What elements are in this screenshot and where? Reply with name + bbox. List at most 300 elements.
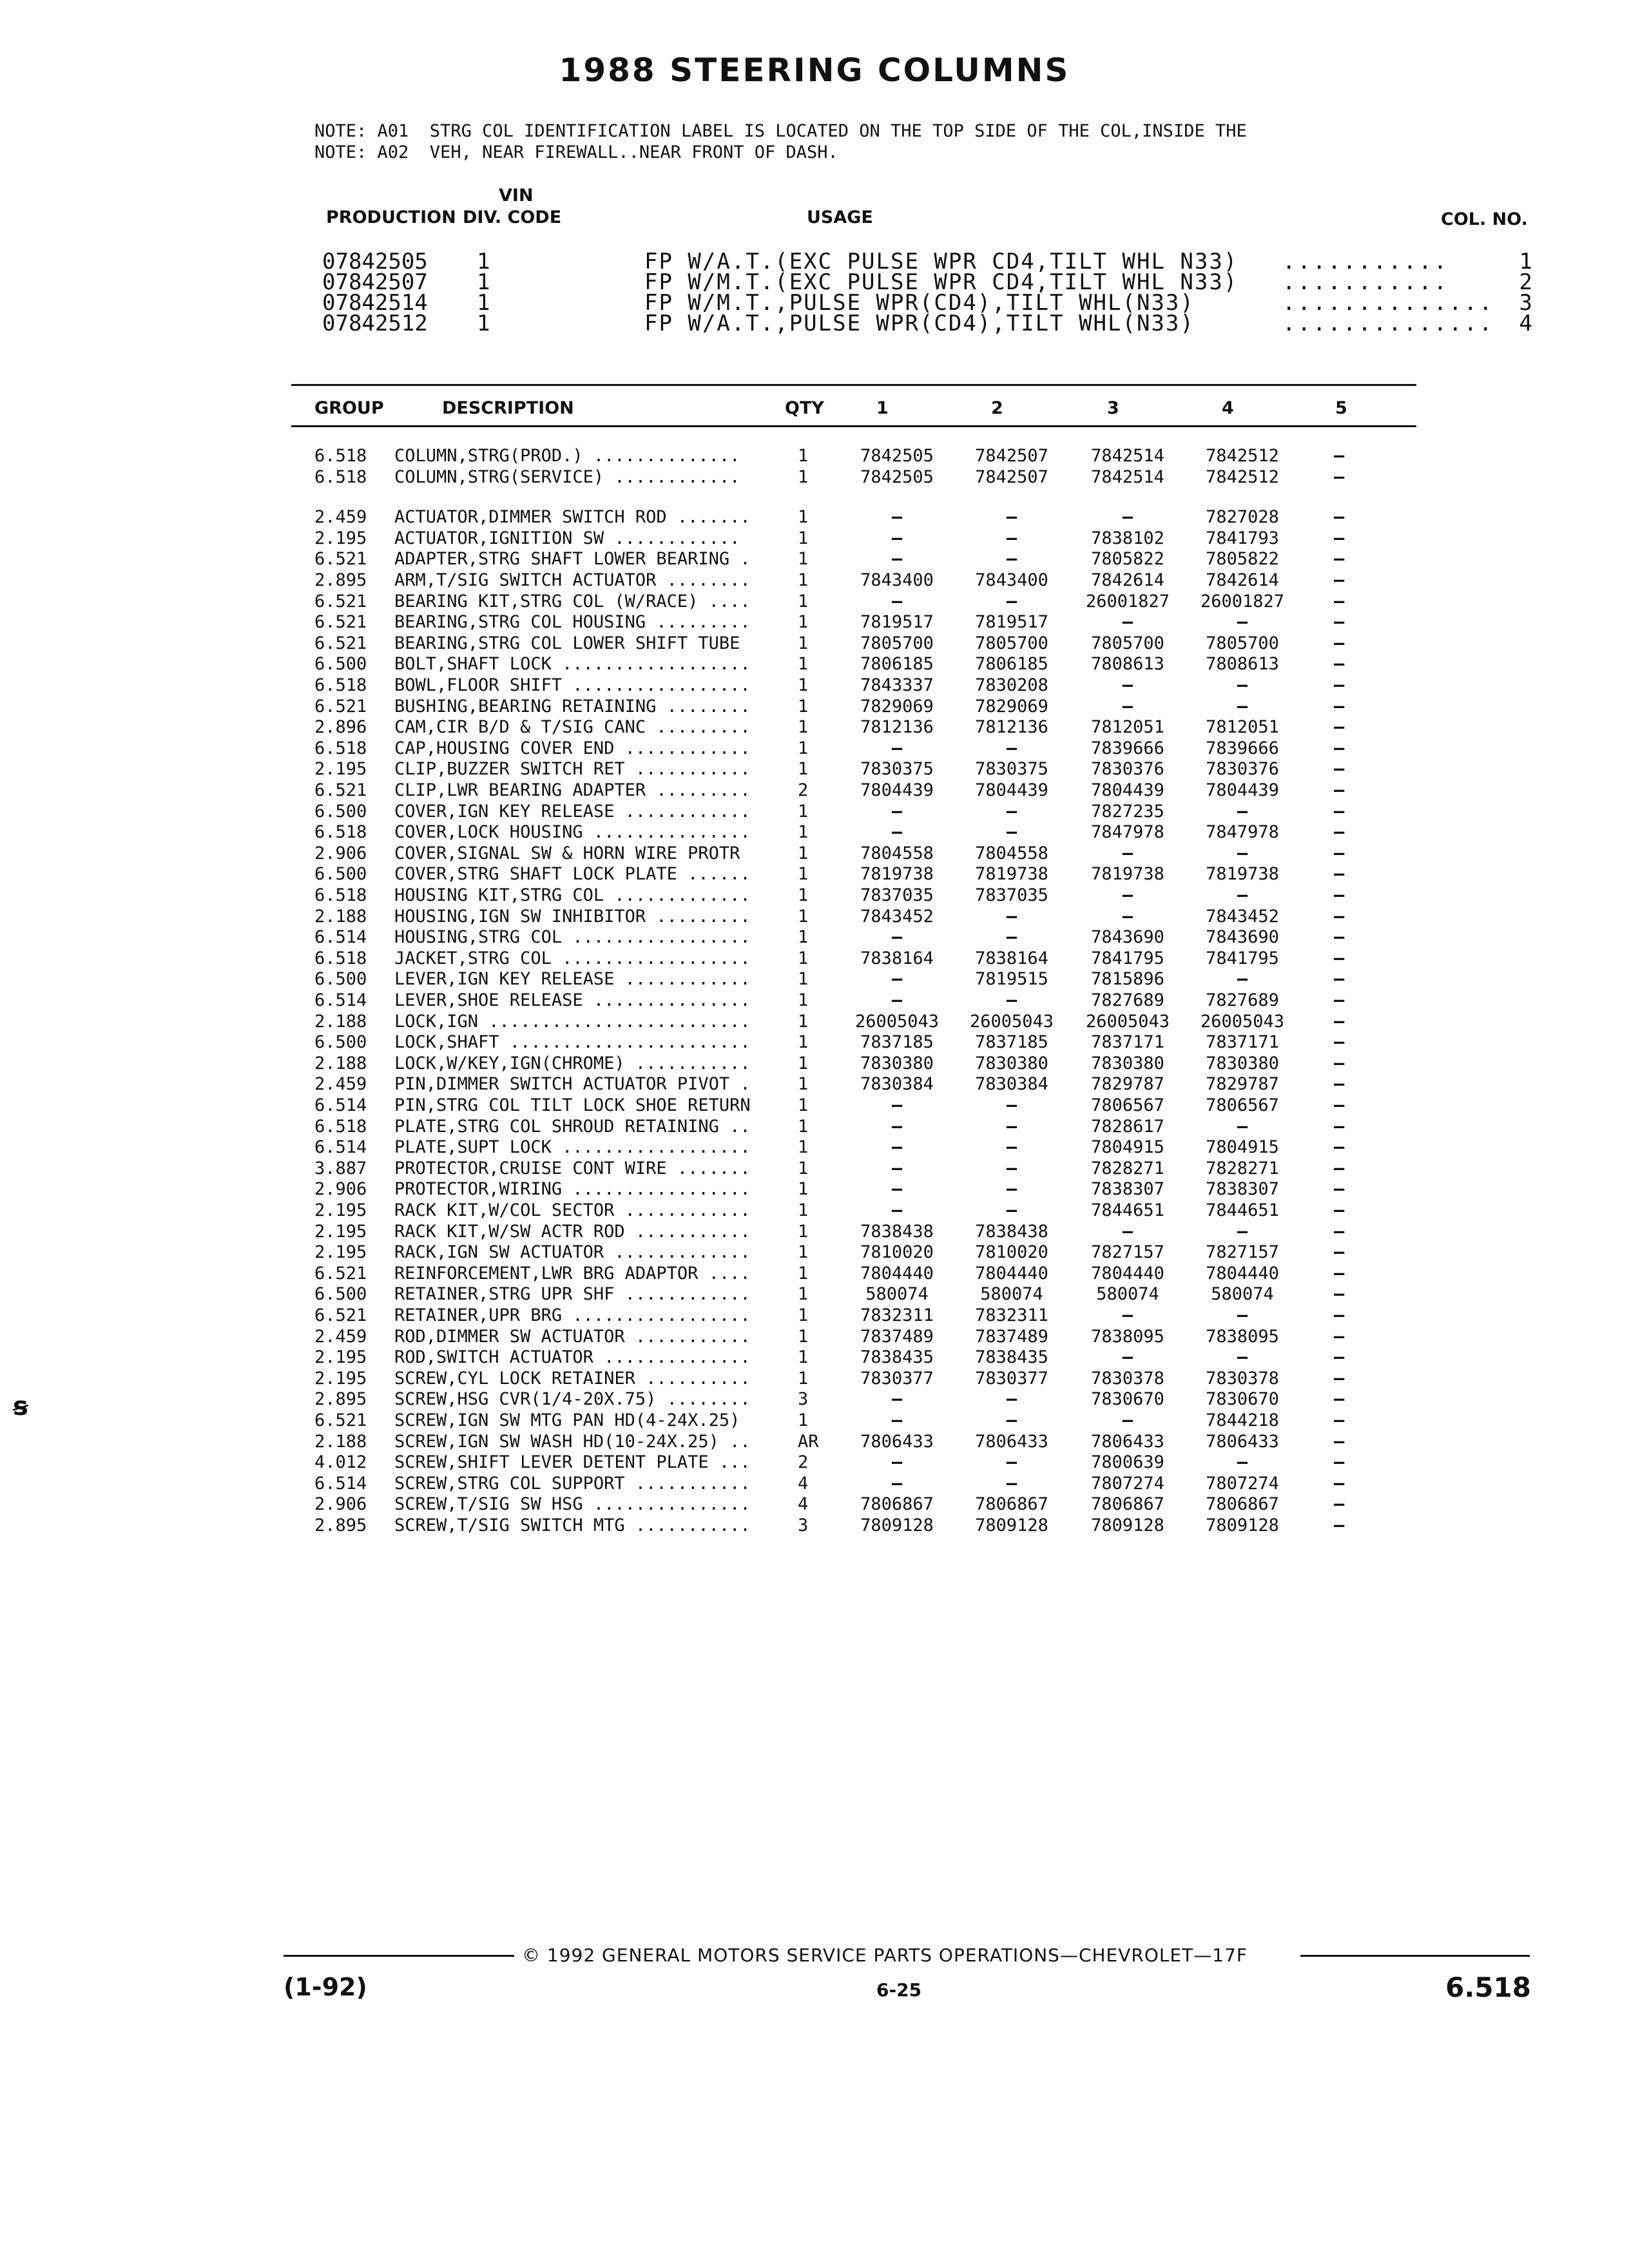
part-description: RETAINER,STRG UPR SHF ............ — [394, 1284, 751, 1305]
description-header: DESCRIPTION — [442, 398, 574, 418]
division-code: 1 — [477, 249, 490, 274]
group-code: 6.518 — [314, 822, 367, 843]
part-description: PROTECTOR,CRUISE CONT WIRE ....... — [394, 1158, 751, 1178]
group-code: 6.521 — [314, 612, 367, 633]
col4-part-number: — — [1237, 696, 1248, 716]
col1-part-number: — — [891, 591, 903, 611]
col4-part-number: — — [1237, 1452, 1248, 1473]
col2-part-number: — — [1006, 1137, 1017, 1158]
col3-part-number: — — [1122, 885, 1133, 905]
part-description: CLIP,LWR BEARING ADAPTER ......... — [394, 780, 751, 800]
group-code: 6.518 — [314, 738, 367, 758]
group-code: 2.195 — [314, 759, 367, 780]
col3-part-number: 7847978 — [1091, 822, 1164, 843]
col2-part-number: 7842507 — [975, 446, 1048, 466]
col3-part-number: 7815896 — [1091, 969, 1164, 990]
col1-part-number: 7804440 — [860, 1263, 934, 1283]
column-number: 3 — [1519, 290, 1532, 316]
col2-part-number: 7842507 — [975, 466, 1048, 487]
col1-part-number: 7829069 — [860, 696, 934, 716]
part-description: RACK,IGN SW ACTUATOR ............. — [394, 1242, 751, 1263]
col1-part-number: 7812136 — [860, 717, 934, 738]
table-row — [0, 948, 1629, 970]
col1-part-number: 7809128 — [860, 1515, 934, 1535]
part-description: PLATE,SUPT LOCK .................. — [394, 1137, 751, 1158]
quantity: 1 — [798, 906, 809, 927]
col1-part-number: 7837035 — [860, 885, 934, 905]
col5-part-number: — — [1334, 1032, 1345, 1053]
quantity: 1 — [798, 466, 809, 487]
leader-dots: ........... — [1282, 249, 1449, 274]
part-description: SCREW,IGN SW MTG PAN HD(4-24X.25) — [394, 1410, 740, 1430]
col5-part-number: — — [1334, 948, 1345, 968]
col3-part-number: 7842514 — [1091, 466, 1164, 487]
part-description: COLUMN,STRG(SERVICE) ............ — [394, 466, 740, 487]
part-description: SCREW,T/SIG SWITCH MTG ........... — [394, 1515, 751, 1535]
col1-part-number: — — [891, 1473, 903, 1494]
group-code: 2.188 — [314, 906, 367, 927]
col2-part-number: — — [1006, 906, 1017, 927]
part-description: SCREW,CYL LOCK RETAINER .......... — [394, 1368, 751, 1389]
table-row — [0, 612, 1629, 633]
part-description: PLATE,STRG COL SHROUD RETAINING .. — [394, 1116, 751, 1137]
part-description: SCREW,T/SIG SW HSG ............... — [394, 1494, 751, 1515]
col3-part-number: 7807274 — [1091, 1473, 1164, 1494]
col2-part-number: 26005043 — [969, 1011, 1054, 1032]
group-code: 2.188 — [314, 1053, 367, 1073]
col1-part-number: 7830377 — [860, 1368, 934, 1389]
production-number: 07842507 — [322, 269, 428, 295]
col5-part-number: — — [1334, 1431, 1345, 1452]
col5-part-number: — — [1334, 801, 1345, 822]
col4-part-number: — — [1237, 843, 1248, 863]
col4-part-number: 7830670 — [1206, 1389, 1279, 1410]
col5-part-number: — — [1334, 1284, 1345, 1305]
col4-part-number: 26005043 — [1200, 1011, 1285, 1032]
table-row — [0, 1179, 1629, 1200]
column-number: 1 — [1519, 249, 1532, 274]
col2-part-number: — — [1006, 1473, 1017, 1494]
col3-part-number: 7841795 — [1091, 948, 1164, 968]
col5-part-number: — — [1334, 591, 1345, 611]
group-code: 2.895 — [314, 1515, 367, 1535]
col1-part-number: 7805700 — [860, 633, 934, 653]
col2-part-number: 7806185 — [975, 654, 1048, 675]
quantity: 1 — [798, 675, 809, 695]
group-code: 2.195 — [314, 1242, 367, 1263]
table-row — [0, 1200, 1629, 1222]
col1-part-number: — — [891, 1410, 903, 1430]
div-code-header: DIV. CODE — [463, 207, 562, 227]
col3-part-number: 7830376 — [1091, 759, 1164, 780]
col1-part-number: 7843452 — [860, 906, 934, 927]
column-number: 4 — [1519, 311, 1532, 336]
col1-part-number: 7806433 — [860, 1431, 934, 1452]
col3-part-number: 26001827 — [1085, 591, 1170, 611]
col3-part-number: 7808613 — [1091, 654, 1164, 675]
group-code: 2.188 — [314, 1431, 367, 1452]
part-description: BEARING,STRG COL LOWER SHIFT TUBE — [394, 633, 740, 653]
quantity: 1 — [798, 801, 809, 822]
part-description: LEVER,IGN KEY RELEASE ............ — [394, 969, 751, 990]
col5-part-number: — — [1334, 1074, 1345, 1095]
group-code: 2.188 — [314, 1011, 367, 1032]
col3-part-number: 7827689 — [1091, 990, 1164, 1010]
group-code: 6.514 — [314, 990, 367, 1010]
col5-part-number: — — [1334, 1221, 1345, 1242]
division-code: 1 — [477, 290, 490, 316]
part-description: JACKET,STRG COL .................. — [394, 948, 751, 968]
col3-part-number: 7804915 — [1091, 1137, 1164, 1158]
col4-part-number: 7827689 — [1206, 990, 1279, 1010]
table-row — [0, 1452, 1629, 1474]
group-code: 6.500 — [314, 864, 367, 885]
col5-part-number: — — [1334, 446, 1345, 466]
col2-part-number: 7804439 — [975, 780, 1048, 800]
quantity: 1 — [798, 1137, 809, 1158]
group-code: 2.195 — [314, 1200, 367, 1220]
quantity: 1 — [798, 1200, 809, 1220]
table-row — [0, 843, 1629, 865]
col4-part-number: 7842512 — [1206, 466, 1279, 487]
group-code: 2.895 — [314, 570, 367, 590]
table-row — [0, 1012, 1629, 1033]
group-code: 6.521 — [314, 591, 367, 611]
col2-part-number: 7810020 — [975, 1242, 1048, 1263]
col2-part-number: 7837035 — [975, 885, 1048, 905]
quantity: 1 — [798, 1326, 809, 1347]
quantity: 1 — [798, 1179, 809, 1200]
production-row — [0, 311, 1629, 336]
col3-part-number: 7827157 — [1091, 1242, 1164, 1263]
col2-part-number: 7837185 — [975, 1032, 1048, 1053]
col2-part-number: — — [1006, 1158, 1017, 1178]
col3-part-number: — — [1122, 1347, 1133, 1368]
footer-section-number: 6.518 — [1445, 1972, 1531, 2003]
col3-part-number: — — [1122, 675, 1133, 695]
col1-part-number: 7830380 — [860, 1053, 934, 1073]
col2-part-number: — — [1006, 1095, 1017, 1115]
group-code: 6.518 — [314, 446, 367, 466]
col2-part-number: — — [1006, 1200, 1017, 1220]
quantity: 1 — [798, 696, 809, 716]
quantity: 1 — [798, 738, 809, 758]
col2-part-number: 7806867 — [975, 1494, 1048, 1515]
col3-part-number: 7828271 — [1091, 1158, 1164, 1178]
table-row — [0, 467, 1629, 488]
col5-part-number: — — [1334, 885, 1345, 905]
quantity: 1 — [798, 1242, 809, 1263]
col4-part-number: — — [1237, 612, 1248, 633]
production-row — [0, 249, 1629, 274]
division-code: 1 — [477, 311, 490, 336]
quantity: 2 — [798, 780, 809, 800]
table-row — [0, 633, 1629, 655]
col1-header: 1 — [876, 398, 889, 418]
col2-part-number: — — [1006, 549, 1017, 570]
col5-part-number: — — [1334, 570, 1345, 590]
col2-header: 2 — [991, 398, 1003, 418]
table-row — [0, 1053, 1629, 1075]
col4-part-number: 7839666 — [1206, 738, 1279, 758]
col1-part-number: 7810020 — [860, 1242, 934, 1263]
table-row — [0, 446, 1629, 467]
part-description: BEARING KIT,STRG COL (W/RACE) .... — [394, 591, 751, 611]
leader-dots: .............. — [1282, 290, 1494, 316]
note-line-1: NOTE: A01 STRG COL IDENTIFICATION LABEL IS LOCATED ON THE TOP SIDE OF THE COL,INSIDE THE — [314, 121, 1247, 141]
group-code: 6.500 — [314, 654, 367, 675]
col3-part-number: 7805822 — [1091, 549, 1164, 570]
col1-part-number: — — [891, 969, 903, 990]
part-description: COLUMN,STRG(PROD.) .............. — [394, 446, 740, 466]
col5-part-number: — — [1334, 1095, 1345, 1115]
part-description: CLIP,BUZZER SWITCH RET ........... — [394, 759, 751, 780]
part-description: HOUSING KIT,STRG COL ............. — [394, 885, 751, 905]
col1-part-number: — — [891, 1200, 903, 1220]
group-code: 6.521 — [314, 1263, 367, 1283]
quantity: 1 — [798, 1116, 809, 1137]
leader-dots: ........... — [1282, 269, 1449, 295]
part-description: LEVER,SHOE RELEASE ............... — [394, 990, 751, 1010]
quantity: 1 — [798, 1305, 809, 1325]
col2-part-number: 7837489 — [975, 1326, 1048, 1347]
part-description: ADAPTER,STRG SHAFT LOWER BEARING . — [394, 549, 751, 570]
group-code: 2.195 — [314, 528, 367, 548]
col3-part-number: 7827235 — [1091, 801, 1164, 822]
col4-part-number: — — [1237, 969, 1248, 990]
col2-part-number: — — [1006, 1116, 1017, 1137]
quantity: 1 — [798, 759, 809, 780]
col3-part-number: 7830380 — [1091, 1053, 1164, 1073]
col5-part-number: — — [1334, 1179, 1345, 1200]
col4-part-number: 7804440 — [1206, 1263, 1279, 1283]
col4-part-number: 7830376 — [1206, 759, 1279, 780]
part-description: RACK KIT,W/COL SECTOR ............ — [394, 1200, 751, 1220]
col5-part-number: — — [1334, 1347, 1345, 1368]
col3-part-number: 7843690 — [1091, 927, 1164, 948]
table-row — [0, 822, 1629, 843]
col3-part-number: 7805700 — [1091, 633, 1164, 653]
col1-part-number: — — [891, 549, 903, 570]
col3-part-number: 7842614 — [1091, 570, 1164, 590]
production-number: 07842505 — [322, 249, 428, 274]
col2-part-number: 7830208 — [975, 675, 1048, 695]
col1-part-number: 7837489 — [860, 1326, 934, 1347]
group-code: 2.195 — [314, 1347, 367, 1368]
col3-part-number: — — [1122, 843, 1133, 863]
part-description: HOUSING,IGN SW INHIBITOR ......... — [394, 906, 751, 927]
part-description: CAP,HOUSING COVER END ............ — [394, 738, 751, 758]
part-description: PROTECTOR,WIRING ................. — [394, 1179, 751, 1200]
table-row — [0, 1242, 1629, 1264]
col2-part-number: 7832311 — [975, 1305, 1048, 1325]
col2-part-number: 7838435 — [975, 1347, 1048, 1368]
quantity: 1 — [798, 864, 809, 885]
col3-part-number: 7819738 — [1091, 864, 1164, 885]
col5-part-number: — — [1334, 1242, 1345, 1263]
group-code: 2.195 — [314, 1368, 367, 1389]
col3-part-number: 7837171 — [1091, 1032, 1164, 1053]
col4-part-number: 7812051 — [1206, 717, 1279, 738]
col3-part-number: 7844651 — [1091, 1200, 1164, 1220]
col4-header: 4 — [1222, 398, 1234, 418]
part-description: SCREW,STRG COL SUPPORT ........... — [394, 1473, 751, 1494]
table-row — [0, 717, 1629, 738]
col3-part-number: — — [1122, 1410, 1133, 1430]
col2-part-number: 7843400 — [975, 570, 1048, 590]
group-code: 6.521 — [314, 696, 367, 716]
table-row — [0, 1305, 1629, 1327]
col4-part-number: 7842512 — [1206, 446, 1279, 466]
group-code: 6.500 — [314, 801, 367, 822]
part-description: RETAINER,UPR BRG ................. — [394, 1305, 751, 1325]
quantity: 1 — [798, 1347, 809, 1368]
group-code: 6.521 — [314, 780, 367, 800]
col5-part-number: — — [1334, 1116, 1345, 1137]
table-row — [0, 1494, 1629, 1515]
group-code: 6.518 — [314, 466, 367, 487]
production-number: 07842512 — [322, 311, 428, 336]
col3-part-number: 7804440 — [1091, 1263, 1164, 1283]
col4-part-number: — — [1237, 1221, 1248, 1242]
quantity: 4 — [798, 1494, 809, 1515]
col3-part-number: 7838307 — [1091, 1179, 1164, 1200]
quantity: 1 — [798, 591, 809, 611]
part-description: ROD,DIMMER SW ACTUATOR ........... — [394, 1326, 751, 1347]
col5-part-number: — — [1334, 1389, 1345, 1410]
col3-part-number: — — [1122, 507, 1133, 528]
col4-part-number: 7841793 — [1206, 528, 1279, 548]
group-code: 2.895 — [314, 1389, 367, 1410]
col3-part-number: 7838095 — [1091, 1326, 1164, 1347]
col5-part-number: — — [1334, 1452, 1345, 1473]
col2-part-number: 7819517 — [975, 612, 1048, 633]
col2-part-number: — — [1006, 990, 1017, 1010]
group-code: 6.518 — [314, 675, 367, 695]
col4-part-number: 7806433 — [1206, 1431, 1279, 1452]
leader-dots: .............. — [1282, 311, 1494, 336]
part-description: BOLT,SHAFT LOCK .................. — [394, 654, 751, 675]
col4-part-number: 7806867 — [1206, 1494, 1279, 1515]
table-row — [0, 885, 1629, 907]
col5-part-number: — — [1334, 507, 1345, 528]
col4-part-number: 7806567 — [1206, 1095, 1279, 1115]
col5-part-number: — — [1334, 1305, 1345, 1325]
part-description: SCREW,HSG CVR(1/4-20X.75) ........ — [394, 1389, 751, 1410]
quantity: 1 — [798, 822, 809, 843]
col3-part-number: 26005043 — [1085, 1011, 1170, 1032]
quantity: 1 — [798, 1284, 809, 1305]
col1-part-number: — — [891, 1452, 903, 1473]
col1-part-number: — — [891, 738, 903, 758]
col5-part-number: — — [1334, 759, 1345, 780]
col1-part-number: — — [891, 528, 903, 548]
col4-part-number: 7838095 — [1206, 1326, 1279, 1347]
col1-part-number: 7843337 — [860, 675, 934, 695]
col5-part-number: — — [1334, 466, 1345, 487]
col5-part-number: — — [1334, 528, 1345, 548]
quantity: 1 — [798, 948, 809, 968]
col4-part-number: 580074 — [1211, 1284, 1274, 1305]
group-code: 2.906 — [314, 1494, 367, 1515]
group-code: 6.518 — [314, 885, 367, 905]
quantity: 1 — [798, 549, 809, 570]
part-description: COVER,IGN KEY RELEASE ............ — [394, 801, 751, 822]
production-row — [0, 290, 1629, 316]
col5-part-number: — — [1334, 1200, 1345, 1220]
col4-part-number: 7844218 — [1206, 1410, 1279, 1430]
col1-part-number: 580074 — [865, 1284, 929, 1305]
col5-part-number: — — [1334, 843, 1345, 863]
col2-part-number: — — [1006, 1452, 1017, 1473]
col3-header: 3 — [1107, 398, 1119, 418]
col1-part-number: — — [891, 822, 903, 843]
col3-part-number: 7830378 — [1091, 1368, 1164, 1389]
table-row — [0, 907, 1629, 928]
production-row — [0, 269, 1629, 295]
column-number: 2 — [1519, 269, 1532, 295]
col4-part-number: — — [1237, 801, 1248, 822]
table-row — [0, 654, 1629, 675]
usage-text: FP W/A.T.(EXC PULSE WPR CD4,TILT WHL N33) — [644, 249, 1239, 274]
col5-part-number: — — [1334, 717, 1345, 738]
group-code: 2.459 — [314, 1326, 367, 1347]
col1-part-number: 7830375 — [860, 759, 934, 780]
quantity: 1 — [798, 843, 809, 863]
col2-part-number: 7830377 — [975, 1368, 1048, 1389]
usage-text: FP W/A.T.,PULSE WPR(CD4),TILT WHL(N33) — [644, 311, 1195, 336]
col3-part-number: 7809128 — [1091, 1515, 1164, 1535]
col4-part-number: 7827028 — [1206, 507, 1279, 528]
col4-part-number: 7809128 — [1206, 1515, 1279, 1535]
col5-part-number: — — [1334, 1053, 1345, 1073]
quantity: 3 — [798, 1389, 809, 1410]
quantity: 4 — [798, 1473, 809, 1494]
table-row — [0, 1032, 1629, 1053]
quantity: 1 — [798, 1095, 809, 1115]
part-description: ACTUATOR,DIMMER SWITCH ROD ....... — [394, 507, 751, 528]
col3-part-number: 7806567 — [1091, 1095, 1164, 1115]
col3-part-number: 7842514 — [1091, 446, 1164, 466]
group-code: 6.514 — [314, 927, 367, 948]
quantity: 1 — [798, 570, 809, 590]
table-row — [0, 990, 1629, 1012]
col1-part-number: 7838164 — [860, 948, 934, 968]
col3-part-number: 7829787 — [1091, 1074, 1164, 1095]
table-row — [0, 1158, 1629, 1180]
table-row — [0, 1074, 1629, 1095]
division-code: 1 — [477, 269, 490, 295]
quantity: 1 — [798, 1011, 809, 1032]
quantity: 1 — [798, 969, 809, 990]
col1-part-number: 7842505 — [860, 466, 934, 487]
footer-page-number: 6-25 — [876, 1979, 922, 2001]
quantity: 1 — [798, 612, 809, 633]
col1-part-number: 7819738 — [860, 864, 934, 885]
table-row — [0, 1137, 1629, 1158]
col3-part-number: 7804439 — [1091, 780, 1164, 800]
col5-part-number: — — [1334, 822, 1345, 843]
table-row — [0, 1432, 1629, 1453]
col2-part-number: 7838438 — [975, 1221, 1048, 1242]
group-header: GROUP — [314, 398, 384, 418]
col2-part-number: 7830375 — [975, 759, 1048, 780]
col4-part-number: 7805822 — [1206, 549, 1279, 570]
col1-part-number: — — [891, 1116, 903, 1137]
col2-part-number: 580074 — [980, 1284, 1043, 1305]
table-row — [0, 1222, 1629, 1243]
col4-part-number: 7830380 — [1206, 1053, 1279, 1073]
